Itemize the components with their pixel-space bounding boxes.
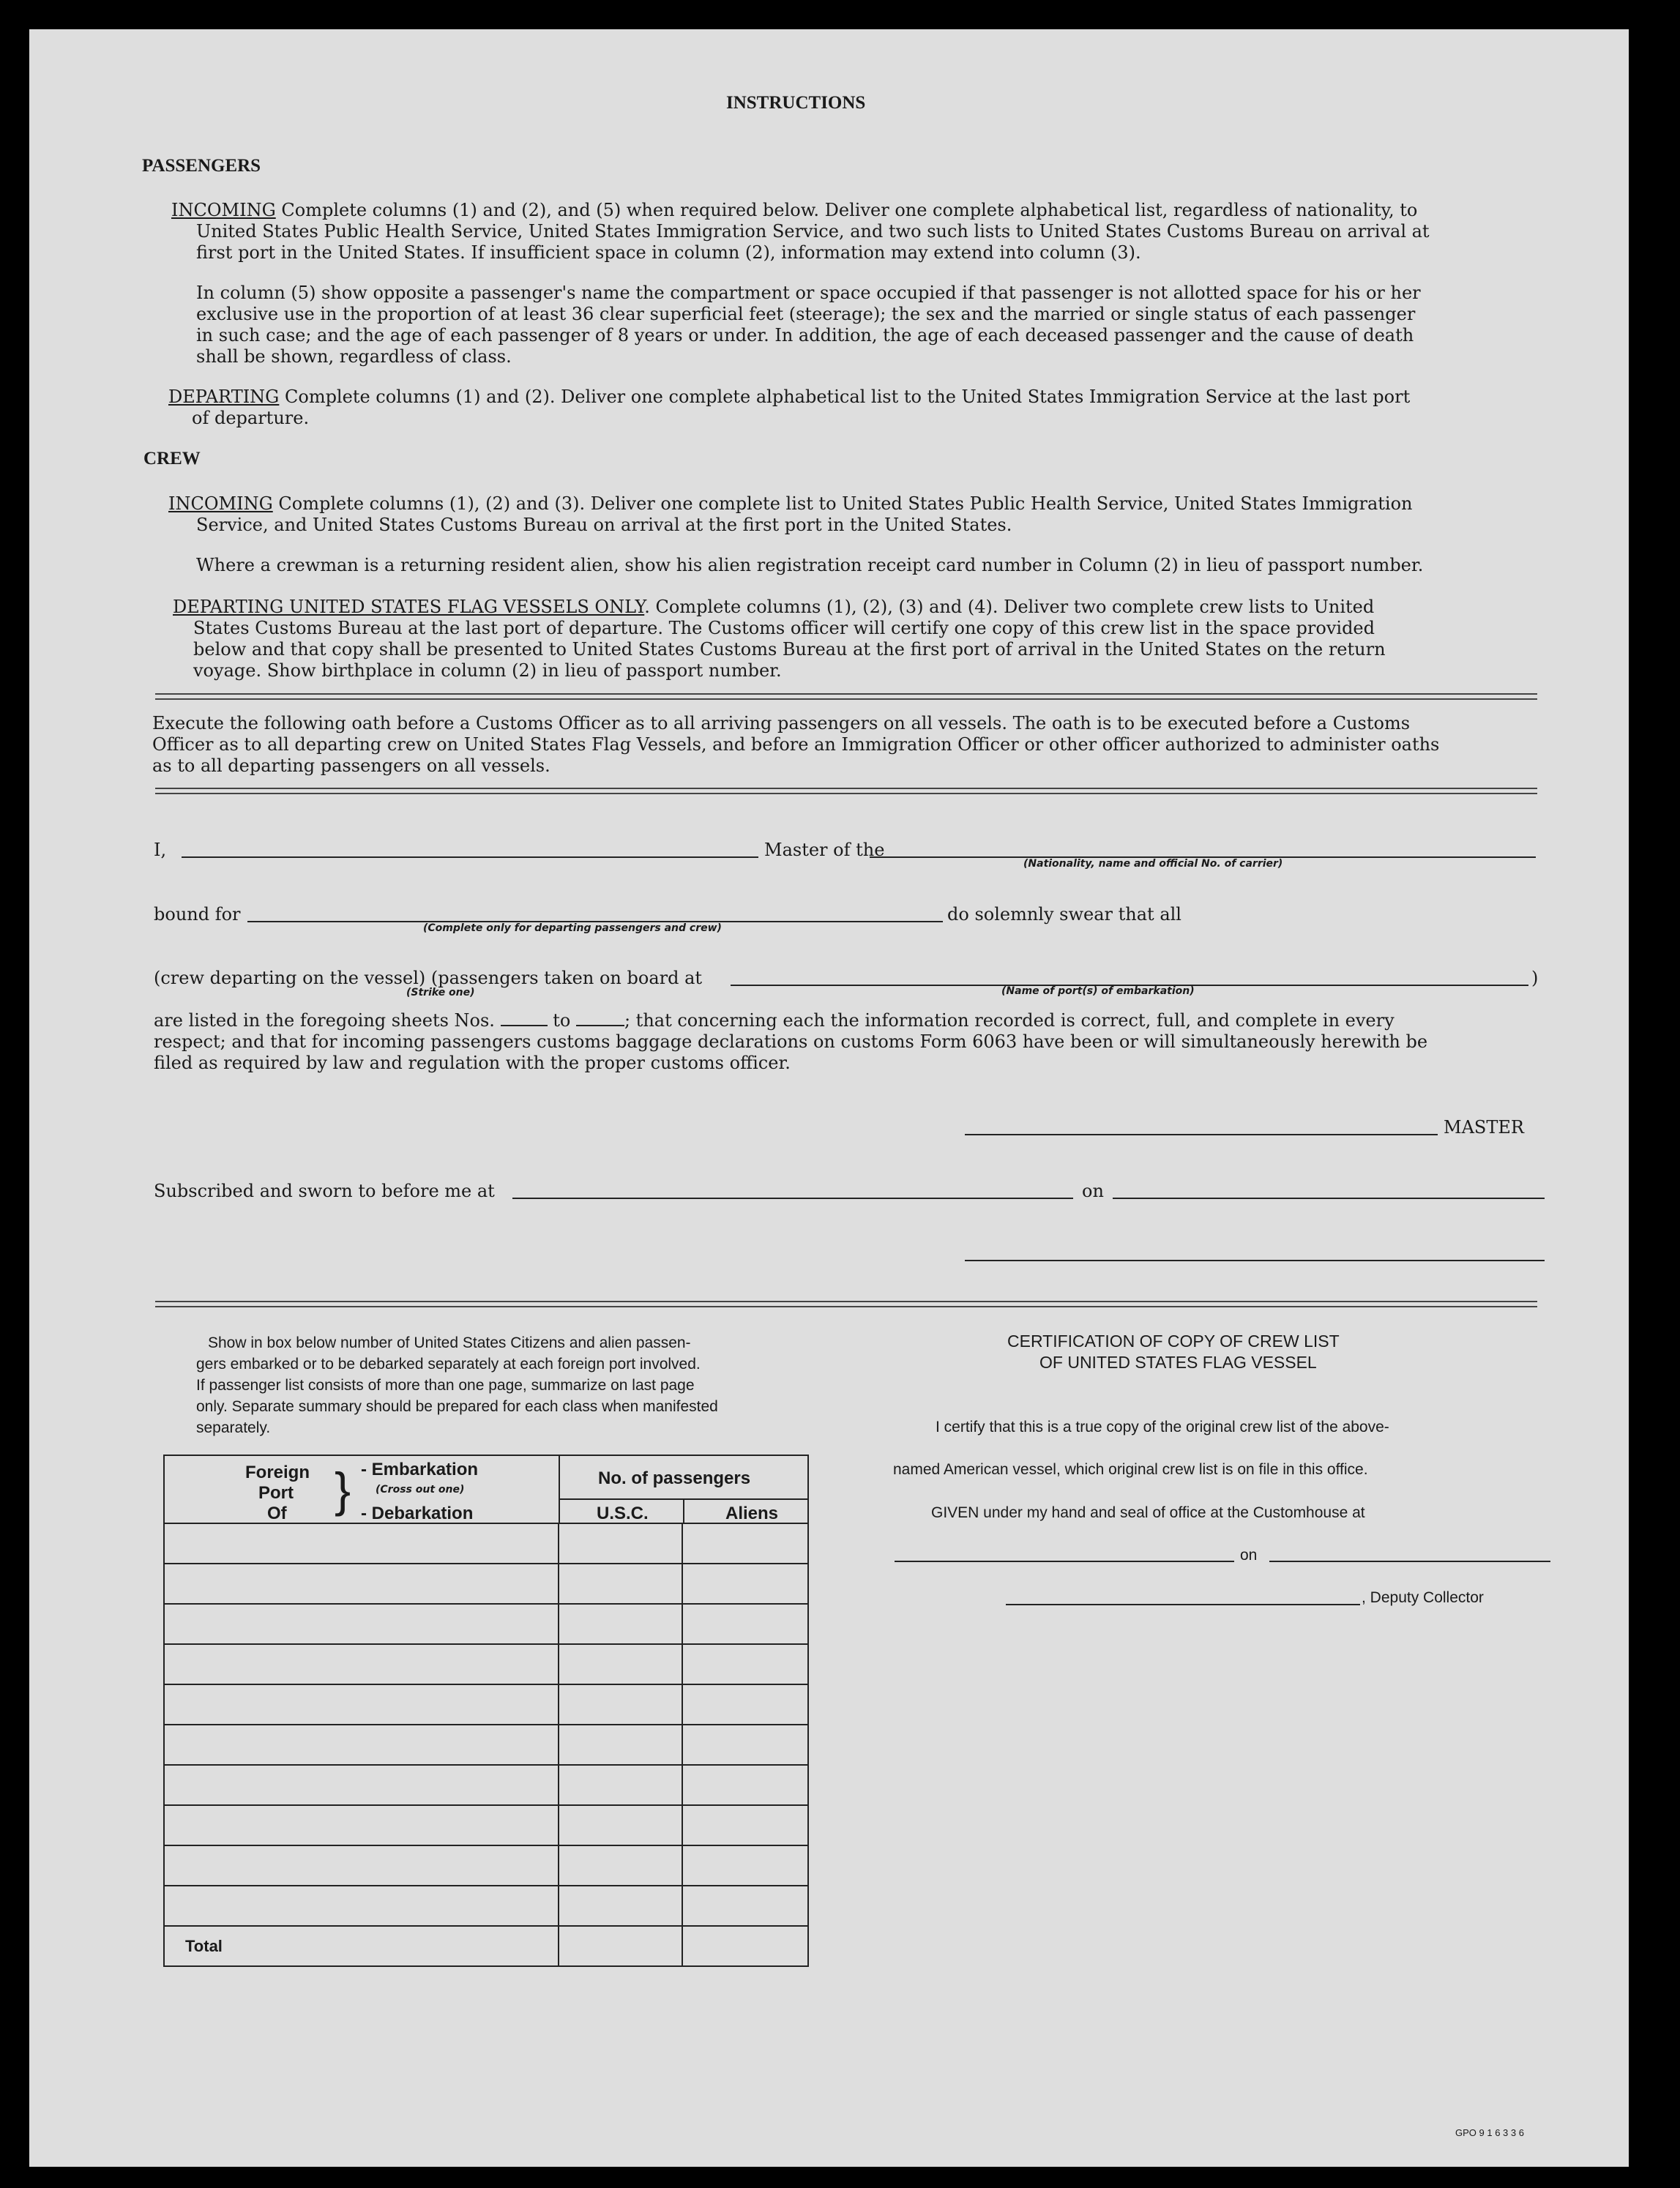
foreign-label: Foreign xyxy=(245,1463,310,1482)
usc-cell[interactable] xyxy=(559,1523,683,1564)
total-label: Total xyxy=(164,1926,559,1966)
debarkation-label: - Debarkation xyxy=(361,1504,474,1523)
table-row xyxy=(164,1564,808,1604)
usc-cell[interactable] xyxy=(559,1725,683,1765)
crew-departing-label: DEPARTING UNITED STATES FLAG VESSELS ONLY xyxy=(173,597,645,617)
oath-intro-line2: Officer as to all departing crew on United States Flag Vessels, and before an Immigration Officer or other officer authorized to administer oaths xyxy=(152,734,1440,755)
col5-line3: in such case; and the age of each passenger of 8 years or under. In addition, the age of each deceased passenger and the cause of death xyxy=(196,325,1414,346)
aliens-cell[interactable] xyxy=(682,1644,808,1684)
passengers-departing-line2: of departure. xyxy=(192,408,310,428)
total-row xyxy=(164,1926,808,1966)
certification-title1: CERTIFICATION OF COPY OF CREW LIST xyxy=(1007,1332,1340,1351)
port-label: Port xyxy=(258,1483,294,1503)
passengers-incoming-line1: INCOMING Complete columns (1) and (2), and (5) when required below. Deliver one complete alphabetical list, regardless of nationality, to xyxy=(171,200,1418,220)
subscribed-label: Subscribed and sworn to before me at xyxy=(154,1181,495,1201)
aliens-label: Aliens xyxy=(725,1504,779,1523)
certification-line2: named American vessel, which original crew list is on file in this office. xyxy=(893,1461,1368,1478)
section-divider xyxy=(155,788,1537,794)
summary-line3: If passenger list consists of more than one page, summarize on last page xyxy=(196,1377,695,1394)
table-row xyxy=(164,1886,808,1926)
oath-listed-line: are listed in the foregoing sheets Nos. to ; that concerning each the information recorded is correct, full, and complete in every xyxy=(154,1010,1395,1031)
sheet-to-field[interactable] xyxy=(576,1012,624,1026)
aliens-cell[interactable] xyxy=(682,1765,808,1805)
summary-line1: Show in box below number of United States Citizens and alien passen- xyxy=(208,1334,691,1351)
aliens-cell[interactable] xyxy=(682,1523,808,1564)
port-cell[interactable] xyxy=(164,1725,559,1765)
port-cell[interactable] xyxy=(164,1564,559,1604)
table-row xyxy=(164,1644,808,1684)
brace-glyph: } xyxy=(335,1463,351,1517)
port-cell[interactable] xyxy=(164,1523,559,1564)
page-title: INSTRUCTIONS xyxy=(726,93,866,113)
crew-departing-line2: States Customs Bureau at the last port of departure. The Customs officer will certify one copy of this crew list in the space provided xyxy=(193,618,1375,638)
oath-i-label: I, xyxy=(154,840,167,860)
master-name-field[interactable] xyxy=(182,856,758,858)
usc-cell[interactable] xyxy=(559,1604,683,1644)
oath-line3: filed as required by law and regulation with the proper customs officer. xyxy=(154,1053,791,1073)
customhouse-field[interactable] xyxy=(895,1561,1234,1562)
aliens-cell[interactable] xyxy=(682,1845,808,1886)
swear-text: do solemnly swear that all xyxy=(947,904,1181,925)
usc-cell[interactable] xyxy=(559,1564,683,1604)
port-cell[interactable] xyxy=(164,1684,559,1725)
deputy-signature-field[interactable] xyxy=(1006,1604,1360,1605)
cross-out-caption: (Cross out one) xyxy=(376,1484,465,1496)
ports-caption: (Name of port(s) of embarkation) xyxy=(1001,985,1195,997)
oath-intro-line3: as to all departing passengers on all vessels. xyxy=(152,755,550,776)
aliens-cell[interactable] xyxy=(682,1684,808,1725)
master-of-the-label: Master of the xyxy=(764,840,885,860)
total-usc-cell[interactable] xyxy=(559,1926,683,1966)
close-paren: ) xyxy=(1531,968,1539,988)
certification-title2: OF UNITED STATES FLAG VESSEL xyxy=(1039,1353,1317,1372)
form-page xyxy=(29,29,1629,2167)
officer-signature-field[interactable] xyxy=(965,1260,1545,1261)
oath-intro-line1: Execute the following oath before a Customs Officer as to all arriving passengers on all vessels. The oath is to be executed before a Customs xyxy=(152,713,1411,733)
usc-cell[interactable] xyxy=(559,1765,683,1805)
port-cell[interactable] xyxy=(164,1886,559,1926)
summary-line4: only. Separate summary should be prepared for each class when manifested xyxy=(196,1398,718,1415)
port-cell[interactable] xyxy=(164,1604,559,1644)
crew-incoming-line2: Service, and United States Customs Bureau on arrival at the first port in the United States. xyxy=(196,515,1012,535)
section-divider xyxy=(155,693,1537,700)
oath-line2: respect; and that for incoming passengers customs baggage declarations on customs Form 6063 have been or will simultaneously herewith be xyxy=(154,1031,1428,1052)
table-row xyxy=(164,1604,808,1644)
port-cell[interactable] xyxy=(164,1805,559,1845)
carrier-caption: (Nationality, name and official No. of carrier) xyxy=(1023,858,1283,870)
certification-on-label: on xyxy=(1240,1547,1258,1564)
table-row xyxy=(164,1523,808,1564)
usc-cell[interactable] xyxy=(559,1805,683,1845)
usc-cell[interactable] xyxy=(559,1886,683,1926)
certification-date-field[interactable] xyxy=(1269,1561,1550,1562)
crew-incoming-line1: INCOMING Complete columns (1), (2) and (3). Deliver one complete list to United States Public Health Service, United States Immigration xyxy=(168,493,1413,514)
ports-table-header xyxy=(163,1455,809,1523)
passengers-heading: PASSENGERS xyxy=(142,156,261,176)
table-row xyxy=(164,1725,808,1765)
col5-line2: exclusive use in the proportion of at least 36 clear superficial feet (steerage); the sex and the married or single status of each passenger xyxy=(196,304,1416,324)
aliens-cell[interactable] xyxy=(682,1805,808,1845)
table-row xyxy=(164,1805,808,1845)
port-cell[interactable] xyxy=(164,1644,559,1684)
crew-incoming-label: INCOMING xyxy=(168,493,273,514)
col5-line1: In column (5) show opposite a passenger's name the compartment or space occupied if that passenger is not allotted space for his or her xyxy=(196,283,1421,303)
strike-one-caption: (Strike one) xyxy=(406,987,475,998)
crew-departing-line4: voyage. Show birthplace in column (2) in lieu of passport number. xyxy=(193,660,782,681)
summary-line2: gers embarked or to be debarked separately at each foreign port involved. xyxy=(196,1356,701,1373)
crew-heading: CREW xyxy=(143,449,201,468)
port-cell[interactable] xyxy=(164,1845,559,1886)
certification-line1: I certify that this is a true copy of the original crew list of the above- xyxy=(936,1419,1389,1435)
aliens-cell[interactable] xyxy=(682,1564,808,1604)
passengers-departing-label: DEPARTING xyxy=(168,387,280,407)
passengers-incoming-line3: first port in the United States. If insufficient space in column (2), information may extend into column (3). xyxy=(196,242,1141,263)
section-divider xyxy=(155,1301,1537,1307)
footer-code: GPO 9 1 6 3 3 6 xyxy=(1455,2127,1524,2138)
passengers-incoming-label: INCOMING xyxy=(171,200,276,220)
certification-line3: GIVEN under my hand and seal of office at the Customhouse at xyxy=(931,1504,1365,1521)
deputy-collector-label: , Deputy Collector xyxy=(1362,1589,1484,1606)
master-signature-field[interactable] xyxy=(965,1134,1438,1135)
sworn-on-label: on xyxy=(1082,1181,1104,1201)
crew-departing-text: (crew departing on the vessel) (passengers taken on board at xyxy=(154,968,703,988)
port-cell[interactable] xyxy=(164,1765,559,1805)
summary-line5: separately. xyxy=(196,1419,271,1436)
passengers-departing-line1: DEPARTING Complete columns (1) and (2). Deliver one complete alphabetical list to the United States Immigration Service at the last port xyxy=(168,387,1411,407)
aliens-cell[interactable] xyxy=(682,1725,808,1765)
sworn-place-field[interactable] xyxy=(512,1198,1073,1199)
passengers-incoming-line2: United States Public Health Service, United States Immigration Service, and two such lists to United States Customs Bureau on arrival at xyxy=(196,221,1430,242)
master-label: MASTER xyxy=(1444,1117,1524,1138)
table-row xyxy=(164,1684,808,1725)
total-aliens-cell[interactable] xyxy=(682,1926,808,1966)
table-row xyxy=(164,1845,808,1886)
crew-departing-line1: DEPARTING UNITED STATES FLAG VESSELS ONLY. Complete columns (1), (2), (3) and (4). Deliver two complete crew lists to United xyxy=(173,597,1375,617)
usc-cell[interactable] xyxy=(559,1845,683,1886)
aliens-cell[interactable] xyxy=(682,1604,808,1644)
no-passengers-label: No. of passengers xyxy=(598,1468,751,1488)
usc-cell[interactable] xyxy=(559,1644,683,1684)
embarkation-label: - Embarkation xyxy=(361,1460,479,1479)
aliens-cell[interactable] xyxy=(682,1886,808,1926)
ports-table xyxy=(163,1523,809,1967)
crew-resident-line: Where a crewman is a returning resident alien, show his alien registration receipt card number in Column (2) in lieu of passport number. xyxy=(196,555,1424,575)
bound-for-label: bound for xyxy=(154,904,241,925)
sworn-date-field[interactable] xyxy=(1113,1198,1545,1199)
usc-cell[interactable] xyxy=(559,1684,683,1725)
crew-departing-line3: below and that copy shall be presented to United States Customs Bureau at the first port of arrival in the United States on the return xyxy=(193,639,1386,660)
table-row xyxy=(164,1765,808,1805)
sheet-from-field[interactable] xyxy=(501,1012,548,1026)
usc-label: U.S.C. xyxy=(597,1504,649,1523)
of-label: Of xyxy=(267,1504,287,1523)
complete-only-caption: (Complete only for departing passengers and crew) xyxy=(423,922,722,934)
col5-line4: shall be shown, regardless of class. xyxy=(196,346,512,367)
